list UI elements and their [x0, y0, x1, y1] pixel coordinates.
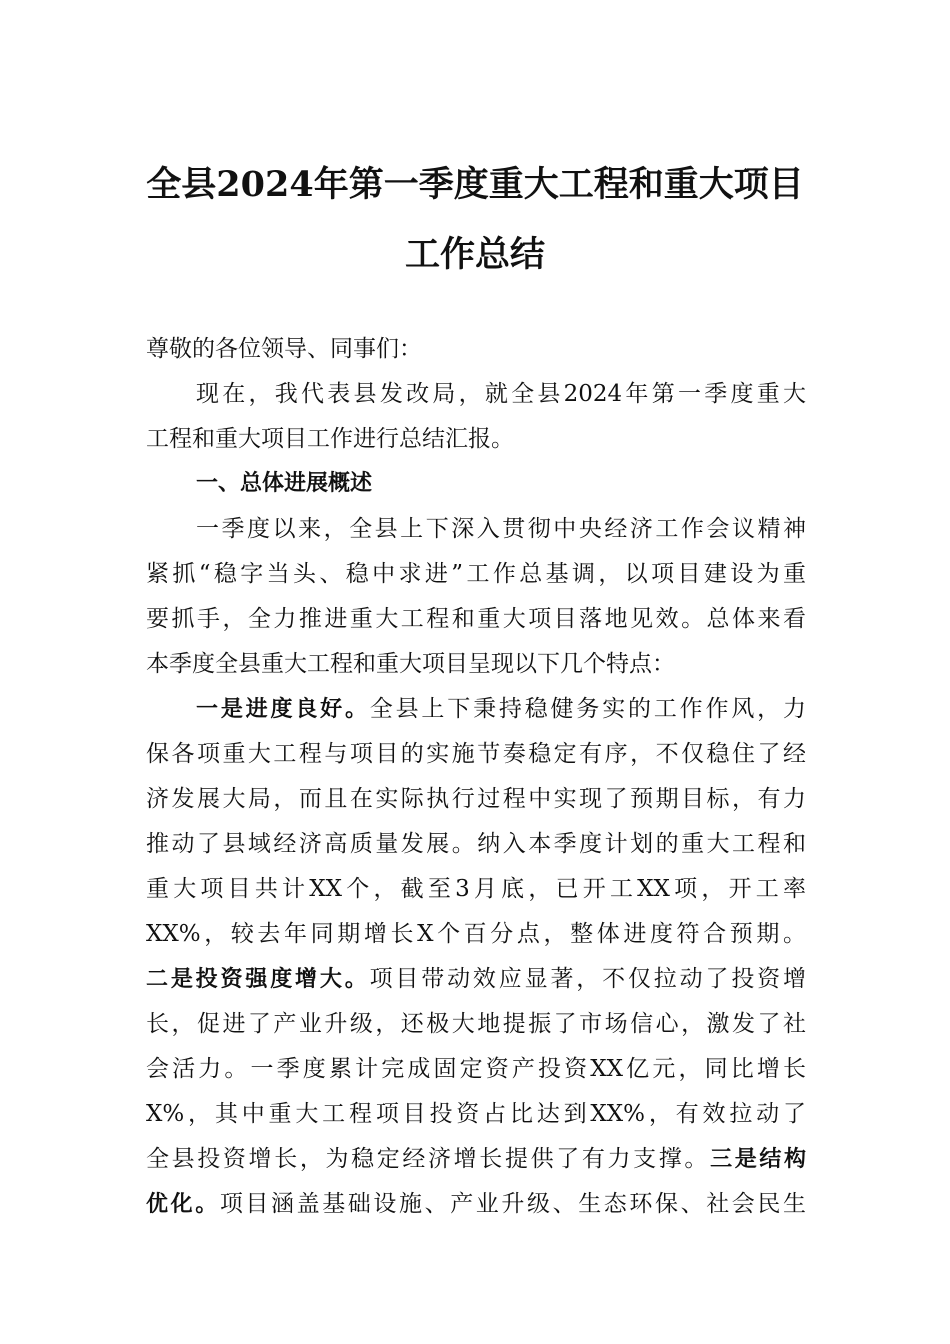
para2-line-10: X%，其中重大工程项目投资占比达到XX%，有效拉动了	[146, 1101, 806, 1127]
para2-line-12	[146, 1189, 806, 1220]
para1-line-3: 要抓手，全力推进重大工程和重大项目落地见效。总体来看	[146, 606, 806, 632]
para1-line-2: 紧抓“稳字当头、稳中求进”工作总基调，以项目建设为重	[146, 561, 806, 587]
para2-line-1-rest: 全县上下秉持稳健务实的工作作风，力	[369, 696, 806, 722]
lead-structure-part-2: 优化。	[146, 1192, 220, 1217]
para2-line-7-rest: 项目带动效应显著，不仅拉动了投资增	[369, 966, 806, 992]
document-title-line-1: 全县2024年第一季度重大工程和重大项目	[146, 164, 804, 205]
para1-line-1: 一季度以来，全县上下深入贯彻中央经济工作会议精神	[196, 516, 806, 542]
lead-progress: 一是进度良好。	[196, 697, 370, 722]
para2-line-1	[196, 694, 806, 725]
section-heading-1: 一、总体进展概述	[196, 471, 373, 496]
para2-line-12-rest: 项目涵盖基础设施、产业升级、生态环保、社会民生	[219, 1191, 806, 1217]
document-title-line-2: 工作总结	[404, 234, 545, 275]
para1-line-4: 本季度全县重大工程和重大项目呈现以下几个特点：	[146, 651, 675, 677]
para2-line-7	[146, 964, 806, 995]
lead-structure-part-1: 三是结构	[710, 1147, 806, 1172]
lead-investment: 二是投资强度增大。	[146, 967, 370, 992]
para2-line-4: 推动了县域经济高质量发展。纳入本季度计划的重大工程和	[146, 831, 806, 857]
para2-line-11	[146, 1144, 806, 1175]
intro-line-1: 现在，我代表县发改局，就全县2024年第一季度重大	[196, 381, 806, 407]
para2-line-9: 会活力。一季度累计完成固定资产投资XX亿元，同比增长	[146, 1056, 806, 1082]
para2-line-3: 济发展大局，而且在实际执行过程中实现了预期目标，有力	[146, 786, 806, 812]
para2-line-11-start: 全县投资增长，为稳定经济增长提供了有力支撑。	[146, 1146, 711, 1172]
para2-line-8: 长，促进了产业升级，还极大地提振了市场信心，激发了社	[146, 1011, 806, 1037]
salutation: 尊敬的各位领导、同事们：	[146, 336, 422, 362]
para2-line-5: 重大项目共计XX个，截至3月底，已开工XX项，开工率	[146, 876, 806, 902]
intro-line-2: 工程和重大项目工作进行总结汇报。	[146, 426, 514, 452]
para2-line-6: XX%，较去年同期增长X个百分点，整体进度符合预期。	[146, 921, 806, 947]
para2-line-2: 保各项重大工程与项目的实施节奏稳定有序，不仅稳住了经	[146, 741, 806, 767]
